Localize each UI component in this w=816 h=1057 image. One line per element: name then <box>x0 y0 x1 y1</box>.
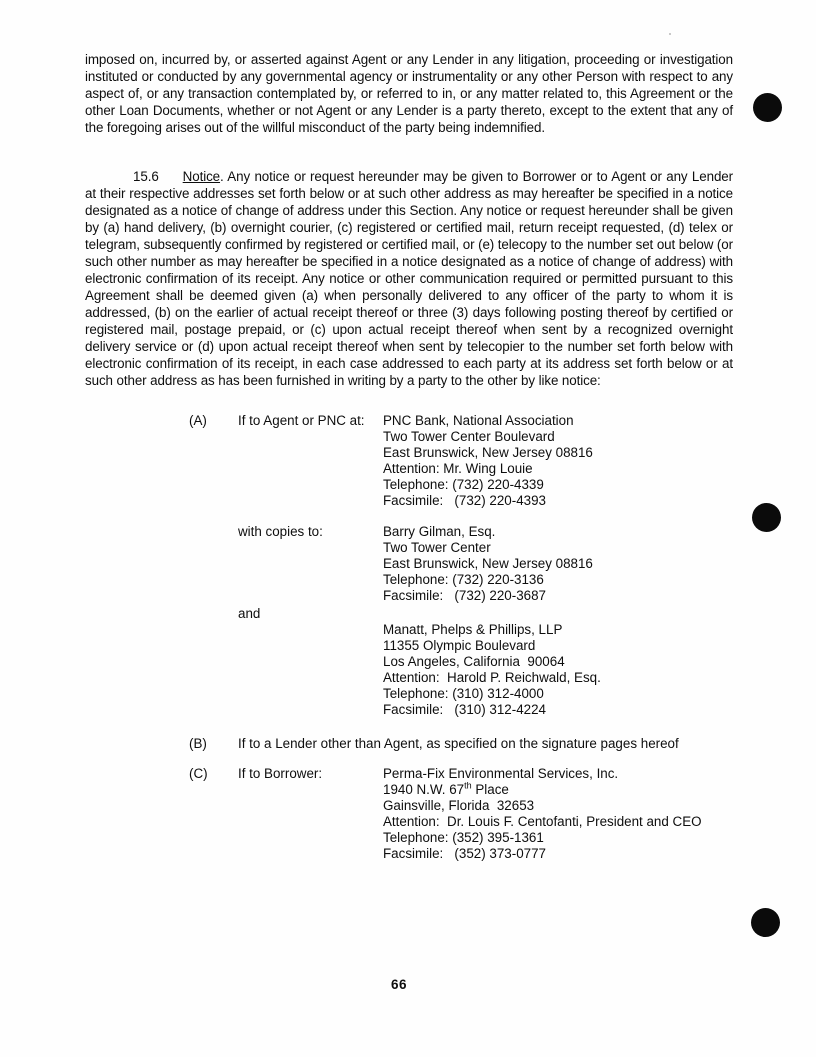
section-number: 15.6 <box>133 169 159 184</box>
punch-hole-top <box>753 93 782 122</box>
section-body: . Any notice or request hereunder may be given to Borrower or to Agent or any Lender at their respective addresses set forth below or at such other address as may hereafter be specified in a notice designated as a notice of change of address under this Section. Any notice or request hereunder shall be given by (a) hand delivery, (b) overnight courier, (c) registered or certified mail, return receipt requested, (d) telex or telegram, subsequently confirmed by registered or certified mail, or (e) telecopy to the number set out below (or such other number as may hereafter be specified in a notice designated as a notice of change of address) with electronic confirmation of its receipt. Any notice or other communication required or permitted pursuant to this Agreement shall be deemed given (a) when personally delivered to any officer of the party to whom it is addressed, (b) on the earlier of actual receipt thereof or three (3) days following posting thereof by certified or registered mail, postage prepaid, or (c) upon actual receipt thereof when sent by a recognized overnight delivery service or (d) upon actual receipt thereof when sent by telecopier to the number set forth below with electronic confirmation of its receipt, in each case addressed to each party at its address set forth below or at such other address as has been furnished in writing by a party to the other by like notice: <box>85 169 733 388</box>
second-copy-address <box>383 622 601 718</box>
street-ordinal-superscript: th <box>464 780 472 791</box>
address-line: Telephone: (732) 220-3136 <box>383 572 544 587</box>
address-line: Telephone: (352) 395-1361 <box>383 830 544 845</box>
address-line-street <box>383 782 702 798</box>
address-line: Attention: Harold P. Reichwald, Esq. <box>383 670 601 685</box>
address-line: Attention: Mr. Wing Louie <box>383 461 533 476</box>
section-title: Notice <box>182 169 221 184</box>
page-number: 66 <box>391 977 408 992</box>
address-line: Facsimile: (310) 312-4224 <box>383 702 546 717</box>
punch-hole-bottom <box>751 908 780 937</box>
address-line: Manatt, Phelps & Phillips, LLP <box>383 622 563 637</box>
address-line: PNC Bank, National Association <box>383 413 574 428</box>
address-line: 11355 Olympic Boulevard <box>383 638 536 653</box>
notice-b-label: (B) <box>189 736 207 751</box>
paragraph-notice-section <box>85 168 733 389</box>
address-line: Los Angeles, California 90064 <box>383 654 565 669</box>
notice-a-label: (A) <box>189 413 207 428</box>
address-line: Facsimile: (732) 220-3687 <box>383 588 546 603</box>
notice-c-address <box>383 766 702 862</box>
copies-address <box>383 524 593 604</box>
punch-hole-middle <box>752 503 781 532</box>
and-connector: and <box>238 606 261 621</box>
notice-c-intro: If to Borrower: <box>238 766 323 781</box>
notice-a-intro: If to Agent or PNC at: <box>238 413 365 428</box>
address-line: East Brunswick, New Jersey 08816 <box>383 556 593 571</box>
address-line: Telephone: (310) 312-4000 <box>383 686 544 701</box>
copies-intro: with copies to: <box>238 524 323 539</box>
address-line: Two Tower Center Boulevard <box>383 429 555 444</box>
address-line: Attention: Dr. Louis F. Centofanti, President and CEO <box>383 814 702 829</box>
notice-c-label: (C) <box>189 766 208 781</box>
notice-b-text: If to a Lender other than Agent, as specified on the signature pages hereof <box>238 736 679 751</box>
address-line: Facsimile: (352) 373-0777 <box>383 846 546 861</box>
address-line: East Brunswick, New Jersey 08816 <box>383 445 593 460</box>
scan-speck <box>669 33 671 35</box>
street-suffix: Place <box>471 782 509 797</box>
address-line: Facsimile: (732) 220-4393 <box>383 493 546 508</box>
address-line: Barry Gilman, Esq. <box>383 524 496 539</box>
address-line: Two Tower Center <box>383 540 491 555</box>
address-line: Gainsville, Florida 32653 <box>383 798 535 813</box>
address-line: Telephone: (732) 220-4339 <box>383 477 544 492</box>
street-prefix: 1940 N.W. 67 <box>383 782 465 797</box>
paragraph-indemnification: imposed on, incurred by, or asserted against Agent or any Lender in any litigation, proceeding or investigation instituted or conducted by any governmental agency or instrumentality or any other Person with respect to any aspect of, or any transaction contemplated by, or referred to in, or any matter related to, this Agreement or the other Loan Documents, whether or not Agent or any Lender is a party thereto, except to the extent that any of the foregoing arises out of the willful misconduct of the party being indemnified. <box>85 52 733 135</box>
notice-a-address <box>383 413 593 509</box>
address-line: Perma-Fix Environmental Services, Inc. <box>383 766 619 781</box>
